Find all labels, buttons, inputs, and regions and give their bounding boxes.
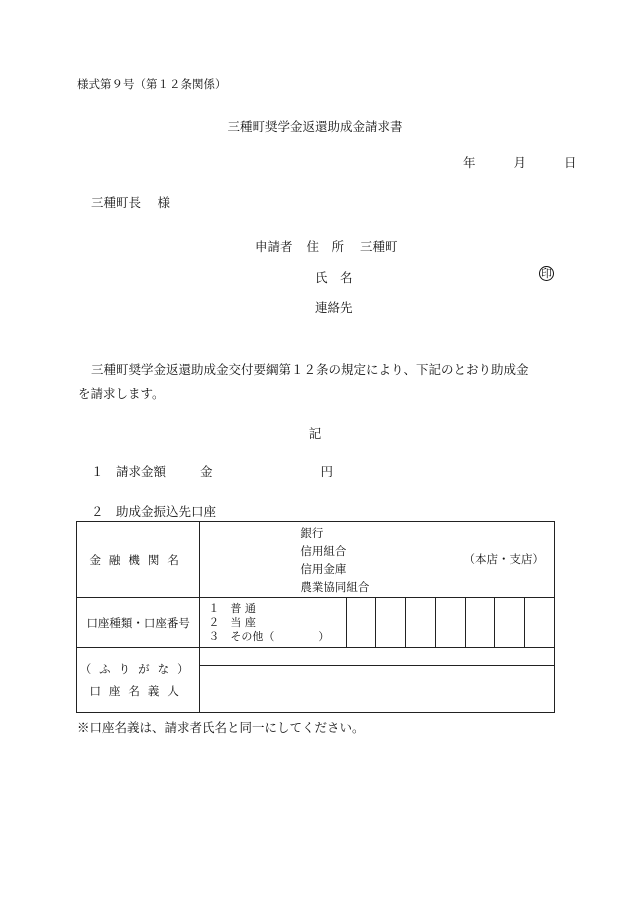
address-label: 住 所 — [306, 239, 344, 254]
account-type-regular: １ 普 通 — [208, 601, 256, 615]
account-digit-box[interactable] — [376, 598, 406, 648]
account-digit-box[interactable] — [346, 598, 376, 648]
furigana-label: （ふりがな） — [79, 662, 197, 676]
account-table — [76, 521, 555, 713]
date-year: 年 — [463, 155, 476, 170]
date-month: 月 — [513, 155, 526, 170]
request-statement — [78, 358, 558, 406]
applicant-address-row — [255, 237, 397, 255]
addressee: 三種町長 様 — [91, 195, 170, 210]
account-digit-box[interactable] — [435, 598, 465, 648]
request-statement-line2: を請求します。 — [78, 386, 165, 401]
account-type-options[interactable] — [200, 598, 346, 648]
account-type-checking: ２ 当 座 — [208, 615, 256, 629]
ki-heading: 記 — [308, 426, 322, 441]
holder-name-note: ※口座名義は、請求者氏名と同一にしてください。 — [77, 720, 365, 735]
institution-type-ja: 農業協同組合 — [300, 580, 370, 594]
applicant-contact-label: 連絡先 — [315, 300, 353, 315]
account-holder-label: 口座名義人 — [89, 684, 187, 698]
institution-types — [300, 524, 369, 596]
institution-type-shinkin: 信用金庫 — [300, 562, 347, 576]
seal-mark: 印 — [541, 267, 552, 280]
document-title: 三種町奨学金返還助成金請求書 — [227, 119, 403, 134]
address-value: 三種町 — [359, 239, 398, 254]
claim-amount-label: １ 請求金額 — [91, 464, 167, 479]
form-number: 様式第９号（第１２条関係） — [77, 77, 227, 91]
transfer-account-heading: ２ 助成金振込先口座 — [91, 504, 217, 519]
applicant-name-label: 氏 名 — [315, 270, 353, 285]
account-number-row — [77, 598, 555, 648]
account-type-other: ３ その他（ ） — [208, 629, 330, 643]
claim-amount-row — [91, 462, 333, 480]
furigana-row — [77, 648, 555, 666]
account-digit-box[interactable] — [525, 598, 555, 648]
applicant-label: 申請者 — [255, 239, 293, 254]
institution-type-credit-union: 信用組合 — [300, 544, 347, 558]
holder-label-cell — [77, 648, 200, 713]
institution-row — [77, 522, 555, 598]
account-holder-input[interactable] — [200, 666, 555, 713]
request-statement-line1: 三種町奨学金返還助成金交付要綱第１２条の規定により、下記のとおり助成金 — [91, 362, 529, 377]
institution-cell[interactable] — [200, 522, 555, 598]
branch-choice: （本店・支店） — [463, 552, 544, 566]
date-line — [463, 153, 576, 171]
account-digit-box[interactable] — [406, 598, 436, 648]
account-type-number-label: 口座種類・口座番号 — [77, 598, 200, 648]
account-digit-box[interactable] — [495, 598, 525, 648]
claim-amount-kin: 金 — [199, 464, 213, 479]
furigana-input[interactable] — [200, 648, 555, 666]
account-digit-box[interactable] — [465, 598, 495, 648]
institution-type-bank: 銀行 — [300, 526, 324, 540]
claim-amount-en: 円 — [320, 464, 333, 479]
institution-label: 金融機関名 — [77, 522, 200, 598]
date-day: 日 — [563, 155, 577, 170]
